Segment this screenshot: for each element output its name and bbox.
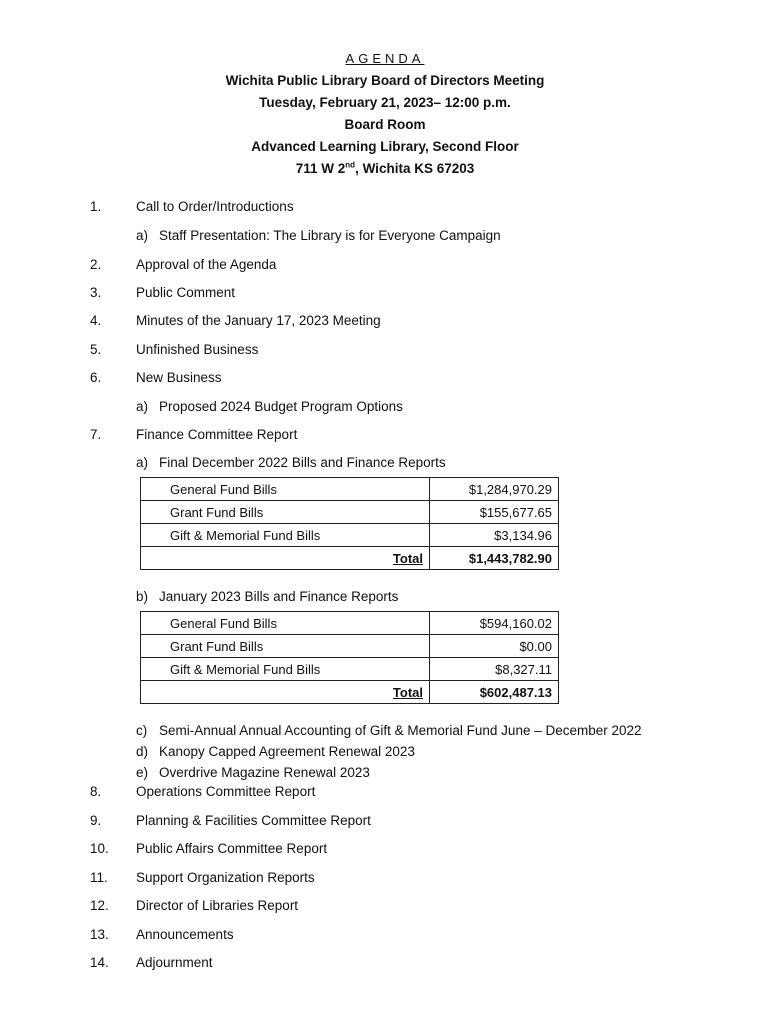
meeting-date: Tuesday, February 21, 2023– 12:00 p.m.: [259, 95, 511, 110]
item-number: 10.: [90, 841, 109, 856]
subitem-text: Staff Presentation: The Library is for Everyone Campaign: [159, 228, 501, 243]
agenda-item-12: [0, 896, 770, 916]
agenda-item-7: [0, 425, 770, 445]
total-label: Total: [141, 547, 430, 570]
agenda-item-3: [0, 283, 770, 303]
agenda-item-13: [0, 925, 770, 945]
agenda-subitem-7c: [0, 721, 770, 741]
fund-amount: $0.00: [430, 635, 559, 658]
subitem-letter: d): [136, 744, 149, 759]
item-text: Announcements: [136, 927, 234, 942]
fund-amount: $594,160.02: [430, 612, 559, 635]
address-end: , Wichita KS 67203: [355, 161, 475, 176]
item-text: Public Affairs Committee Report: [136, 841, 328, 856]
total-label: Total: [141, 681, 430, 704]
item-text: Call to Order/Introductions: [136, 199, 294, 214]
item-number: 12.: [90, 898, 109, 913]
address-start: 711 W 2: [295, 161, 346, 176]
agenda-item-4: [0, 311, 770, 331]
item-number: 1.: [90, 199, 102, 214]
meeting-location: Advanced Learning Library, Second Floor: [251, 139, 519, 154]
agenda-item-6: [0, 368, 770, 388]
agenda-item-10: [0, 839, 770, 859]
subitem-letter: c): [136, 723, 148, 738]
january-bills-table: [140, 611, 559, 704]
item-text: Adjournment: [136, 955, 213, 970]
item-text: Public Comment: [136, 285, 236, 300]
fund-amount: $8,327.11: [430, 658, 559, 681]
agenda-item-9: [0, 811, 770, 831]
agenda-subitem-7e: [0, 763, 770, 783]
agenda-item-11: [0, 868, 770, 888]
agenda-item-8: [0, 782, 770, 802]
agenda-item-2: [0, 255, 770, 275]
fund-label: Gift & Memorial Fund Bills: [141, 524, 430, 547]
subitem-letter: e): [136, 765, 149, 780]
item-number: 9.: [90, 813, 102, 828]
fund-amount: $3,134.96: [430, 524, 559, 547]
item-text: Operations Committee Report: [136, 784, 316, 799]
item-number: 5.: [90, 342, 102, 357]
item-number: 13.: [90, 927, 109, 942]
table-row: [141, 635, 559, 658]
agenda-item-5: [0, 340, 770, 360]
subitem-text: January 2023 Bills and Finance Reports: [159, 589, 399, 604]
subitem-text: Proposed 2024 Budget Program Options: [159, 399, 403, 414]
item-number: 2.: [90, 257, 102, 272]
subitem-letter: a): [136, 399, 149, 414]
item-number: 4.: [90, 313, 102, 328]
subitem-text: Overdrive Magazine Renewal 2023: [159, 765, 370, 780]
item-text: Support Organization Reports: [136, 870, 315, 885]
table-total-row: [141, 547, 559, 570]
agenda-item-1: [0, 197, 770, 217]
fund-label: General Fund Bills: [141, 478, 430, 501]
fund-label: Grant Fund Bills: [141, 501, 430, 524]
agenda-subitem-1a: [0, 226, 770, 246]
fund-label: General Fund Bills: [141, 612, 430, 635]
item-text: Unfinished Business: [136, 342, 259, 357]
fund-amount: $1,284,970.29: [430, 478, 559, 501]
item-number: 8.: [90, 784, 102, 799]
total-amount: $1,443,782.90: [430, 547, 559, 570]
item-text: Planning & Facilities Committee Report: [136, 813, 371, 828]
meeting-address: [0, 158, 770, 180]
table-row: [141, 612, 559, 635]
item-number: 3.: [90, 285, 102, 300]
item-text: Director of Libraries Report: [136, 898, 299, 913]
table-row: [141, 524, 559, 547]
table-row: [141, 478, 559, 501]
item-number: 7.: [90, 427, 102, 442]
table-row: [141, 501, 559, 524]
item-text: Approval of the Agenda: [136, 257, 277, 272]
item-number: 14.: [90, 955, 109, 970]
agenda-subitem-7d: [0, 742, 770, 762]
meeting-name: Wichita Public Library Board of Directors Meeting: [225, 73, 545, 88]
agenda-title: AGENDA: [345, 51, 425, 66]
meeting-room: Board Room: [344, 117, 426, 132]
subitem-text: Semi-Annual Annual Accounting of Gift & Memorial Fund June – December 2022: [159, 723, 642, 738]
agenda-subitem-7a: [0, 453, 770, 473]
december-bills-table: [140, 477, 559, 570]
fund-label: Gift & Memorial Fund Bills: [141, 658, 430, 681]
subitem-letter: a): [136, 455, 149, 470]
agenda-item-14: [0, 953, 770, 973]
agenda-subitem-7b: [0, 587, 770, 607]
item-number: 11.: [90, 870, 108, 885]
fund-amount: $155,677.65: [430, 501, 559, 524]
fund-label: Grant Fund Bills: [141, 635, 430, 658]
subitem-text: Final December 2022 Bills and Finance Reports: [159, 455, 446, 470]
table-total-row: [141, 681, 559, 704]
agenda-header: [0, 48, 770, 180]
item-text: Finance Committee Report: [136, 427, 298, 442]
item-text: Minutes of the January 17, 2023 Meeting: [136, 313, 381, 328]
agenda-subitem-6a: [0, 397, 770, 417]
item-number: 6.: [90, 370, 102, 385]
total-amount: $602,487.13: [430, 681, 559, 704]
item-text: New Business: [136, 370, 222, 385]
subitem-letter: a): [136, 228, 149, 243]
subitem-letter: b): [136, 589, 149, 604]
address-superscript: nd: [345, 160, 356, 170]
subitem-text: Kanopy Capped Agreement Renewal 2023: [159, 744, 415, 759]
table-row: [141, 658, 559, 681]
